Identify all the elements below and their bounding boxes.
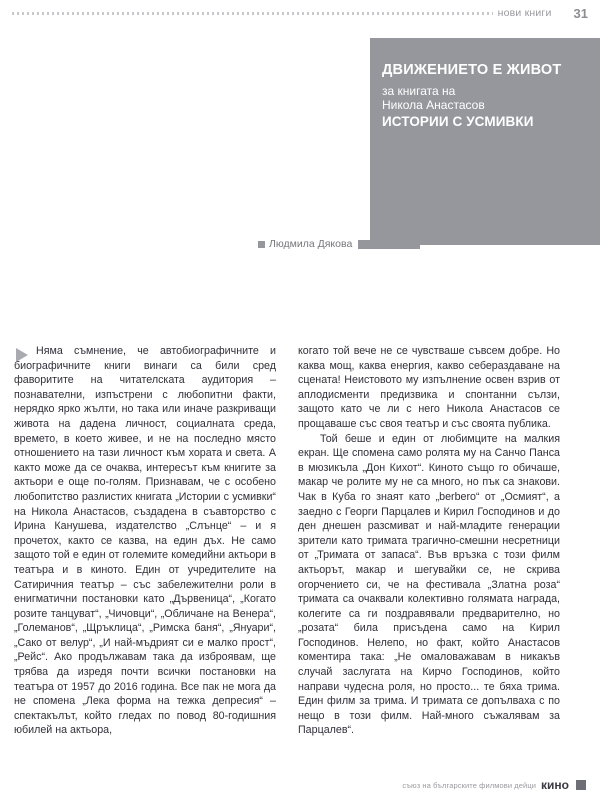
byline-author-name: Людмила Дякова (269, 238, 353, 250)
square-bullet-icon (258, 241, 265, 248)
footer-credit-text: съюз на българските филмови дейци (402, 780, 537, 790)
dotted-rule-divider (12, 10, 493, 17)
running-head (0, 0, 600, 26)
footer-square-mark-icon (576, 780, 586, 790)
running-head-section-label: нови книги (497, 7, 552, 19)
article-about-line: за книгата на (382, 83, 456, 98)
byline (258, 238, 420, 250)
body-column-right (298, 344, 560, 774)
article-headline: ДВИЖЕНИЕТО Е ЖИВОТ (382, 62, 562, 78)
article-body (0, 344, 600, 774)
article-title-block (370, 38, 600, 245)
body-paragraph: Няма съмнение, че автобиографичните и биографичните книги винаги са били сред фаворитите на читателската аудитория – познавателни, изпъстрени с любопитни факти, нерядко ярко жълти, но така или иначе разкриващи живота на дадена личност, социалната среда, времето, в което живее, и не на последно място отношението на тази личност към хората и света. А както може да се очаква, интересът към книгите за актьори е още по-голям. Признавам, че с особено любопитство разлистих книгата „Истории с усмивки“ на Никола Анастасов, създадена в съавторство с Ирина Канушева, издателство „Слънце“ – и я прочетох, както се казва, на един дъх. Не само защото той е един от големите комедийни актьори в театъра и в киното. Един от учредителите на Сатиричния театър – със забележителни роли в енигматични постановки като „Дървеница“, „Когато розите танцуват“, „Чичовци“, „Обличане на Венера“, „Големанов“, „Щръклица“, „Римска баня“, „Януари“, „Сако от велур“, „И най-мъдрият си е малко прост“, „Рейс“. Ако продължавам така да изброявам, ще трябва да изредя почти всички постановки на театъра от 1957 до 2016 година. Все пак не мога да не спомена „Лека форма на тежка депресия“ – спектакълът, който гледах по повод 80-годишния юбилей на актьора, (14, 345, 276, 737)
body-paragraph: Той беше и един от любимците на малкия екран. Ще спомена само ролята му на Санчо Панса в мюзикъла „Дон Кихот“. Киното също го обичаше, макар че ролите му не са много, но пък са знакови. Чак в Куба го знаят като „berbero“ от „Осмият“, а заедно с Георги Парцалев и Кирил Господинов и до ден днешен разсмиват и най-младите генерации зрители като тримата трагично-смешни несретници от „Тримата от запаса“. Във връзка с този филм актьорът, макар и шегувайки се, не скрива огорчението си, че на фестивала „Златна роза“ тримата са очаквали колективно голямата награда, колегите са ги поздравявали предварително, но „розата“ била присъдена само на Кирил Господинов. Нелепо, но факт, който Анастасов коментира така: „Не омаловажавам в никакъв случай заслугата на Кирчо Господинов, който направи чудесна роля, но просто... те бяха трима. Един филм за трима. И тримата се допълваха с по нещо в този филм. Най-много съжалявам за Парцалев“. (298, 432, 560, 737)
page-footer (0, 778, 600, 792)
article-subject-author: Никола Анастасов (382, 98, 485, 113)
page-number: 31 (573, 5, 588, 21)
lead-triangle-icon (16, 348, 28, 362)
body-column-left (14, 344, 276, 774)
body-paragraph: когато той вече не се чувстваше съвсем добре. Но каква мощ, каква енергия, какво себераздаване на сцената! Неистовото му изпълнение освен взрив от аплодисменти предизвика и спонтанни сълзи, защото като че ли с него Никола Анастасов се прощаваше със своя театър и със своята публика. (298, 345, 560, 430)
footer-brand-name: кино (541, 778, 569, 792)
article-book-title: ИСТОРИИ С УСМИВКИ (382, 114, 534, 130)
byline-rule-bar (358, 240, 420, 249)
